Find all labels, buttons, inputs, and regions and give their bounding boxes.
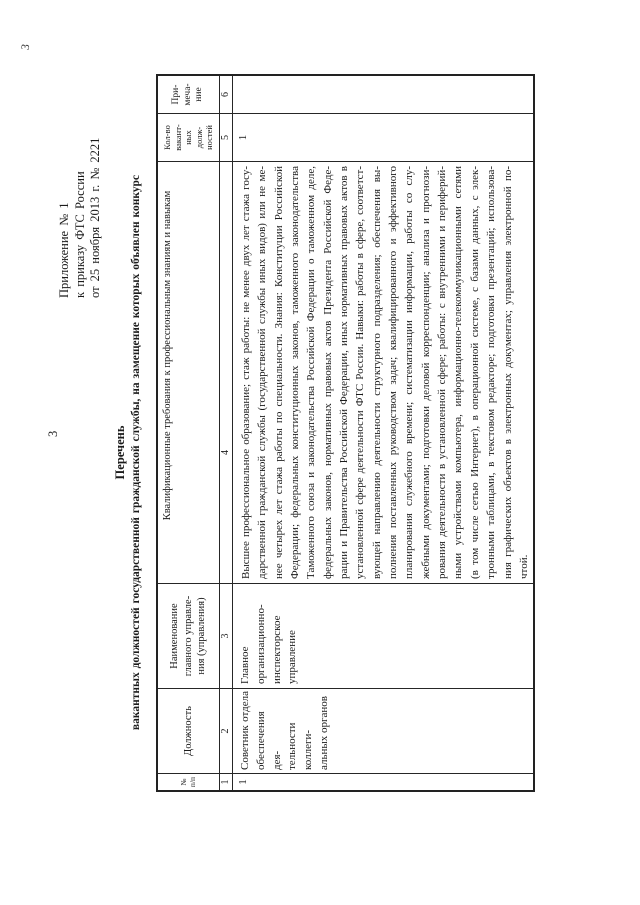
text-line: Кол-во	[162, 125, 173, 150]
text-line: тельности коллеги-	[286, 722, 315, 770]
text-line: ния (управления)	[196, 597, 208, 675]
text-line: полнения поставленных руководством задач; квалифицированного и эффективного	[387, 166, 400, 579]
col-header-position	[158, 688, 220, 773]
col-header-department	[158, 583, 220, 688]
text-line: чтой.	[517, 554, 530, 579]
text-line: вующей направлению деятельности структурного подразделения; обеспечения вы-	[370, 166, 383, 579]
text-line: ных	[183, 130, 194, 145]
text-line: п/п	[187, 776, 197, 788]
text-line: вакант-	[172, 124, 183, 151]
text-line: №	[179, 778, 188, 786]
text-line: управление	[286, 630, 299, 684]
row-cell-department	[233, 583, 533, 688]
text-line: (в том числе сетью Интернет), в операционной системе, с базами данных, с элек-	[468, 166, 481, 579]
document-title-line1: Перечень	[113, 425, 127, 480]
text-line: Главное	[239, 646, 251, 684]
text-line: планирования служебного времени; систематизации информации, работы со слу-	[403, 166, 416, 579]
text-line: меча-	[182, 83, 193, 106]
text-line: альных органов	[317, 696, 330, 770]
text-line: жебными документами; подготовки деловой корреспонденции; анализа и прогнози-	[419, 166, 432, 579]
col-index-4	[220, 161, 233, 583]
col-index-5: 5	[220, 113, 233, 161]
text-line: дарственной гражданской службы (государственной службы иных видов) или не ме-	[256, 166, 269, 579]
text-line: Квалификационные требования к профессиональным знаниям и навыкам	[162, 190, 173, 521]
text-line: Федерации; федеральных конституционных законов, таможенного законодательства	[289, 166, 302, 579]
vacancies-table	[156, 74, 535, 792]
text-line: инспекторское	[270, 615, 283, 684]
annex-reference-block	[57, 138, 104, 298]
row-cell-qualifications	[233, 161, 533, 583]
text-line: ными устройствами компьютера, информационно-телекоммуникационными сетями	[452, 166, 465, 579]
text-line: долж-	[193, 126, 204, 149]
text-line: Высшее профессиональное образование; стаж работы: не менее двух лет стажа госу-	[240, 166, 252, 579]
page-number: 3	[46, 430, 60, 437]
text-line: обеспечения дея-	[254, 711, 283, 770]
text-line: тронными таблицами, в текстовом редакторе; подготовки презентаций; использова-	[485, 166, 498, 579]
col-index-2: 2	[220, 688, 233, 773]
text-line: ния графических объектов в электронных документах; управления электронной по-	[501, 166, 514, 579]
handwritten-corner-mark: 3	[19, 43, 33, 51]
text-line: Таможенного союза и законодательства Российской Федерации о таможенном деле,	[305, 166, 318, 579]
col-index-1: 1	[220, 773, 233, 790]
text-line: Советник отдела	[239, 691, 251, 770]
row-cell-vacancies: 1	[233, 113, 533, 161]
col-index-4-digit: 4	[220, 450, 231, 455]
col-header-qualifications	[158, 161, 220, 583]
row-cell-num: 1	[233, 773, 533, 790]
text-line: ностей	[204, 125, 215, 150]
col-index-6: 6	[220, 76, 233, 113]
text-line: федеральных законов, нормативных правовых актов Президента Российской Феде-	[321, 166, 334, 579]
document-title-line2: вакантных должностей государственной гражданской службы, на замещение которых объявлен конкурс	[130, 174, 142, 731]
text-line: главного управле-	[182, 595, 194, 677]
text-line: Приложение № 1	[57, 202, 71, 298]
text-line: установленной сфере деятельности ФТС России. Навыки: работы в сфере, соответст-	[354, 166, 367, 579]
text-line: организационно-	[254, 604, 267, 684]
text-line: рации и Правительства Российской Федерации, иных нормативных правовых актов в	[338, 166, 351, 579]
col-header-vacancies	[158, 113, 220, 161]
text-line: При-	[171, 84, 182, 105]
text-line: к приказу ФТС России	[72, 171, 87, 298]
col-header-notes	[158, 76, 220, 113]
text-line: Наименование	[169, 603, 181, 669]
row-cell-position	[233, 688, 533, 773]
text-line: нее четырех лет стажа работы по специальности. Знания: Конституции Российской	[272, 166, 285, 579]
text-line: рования деятельности в установленной сфере; работы: с внутренними и периферий-	[436, 166, 449, 579]
col-index-3: 3	[220, 583, 233, 688]
text-line: ние	[194, 87, 205, 102]
row-cell-notes	[233, 76, 533, 113]
text-line: Должность	[182, 706, 194, 756]
col-header-num	[158, 773, 220, 790]
text-line: от 25 ноября 2013 г. № 2221	[88, 137, 102, 298]
